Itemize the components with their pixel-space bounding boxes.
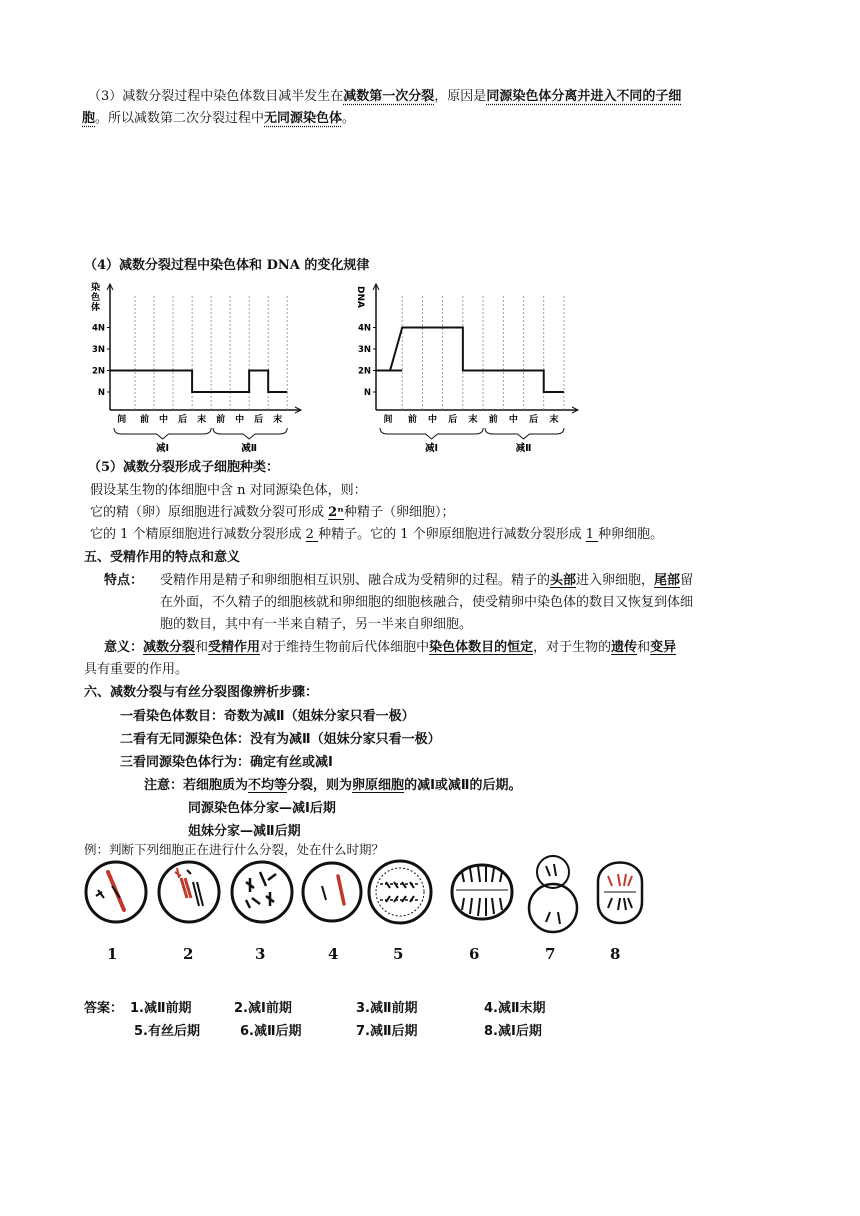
step-3: 三看同源染色体行为：确定有丝或减Ⅰ <box>120 755 333 770</box>
sec5-line3 <box>90 523 663 542</box>
note-3: 姐妹分家—减Ⅱ后期 <box>188 824 301 839</box>
y-tick-label: 4N <box>91 323 105 334</box>
meaning-label: 意义： <box>104 640 144 655</box>
feature-line2: 在外面，不久精子的细胞核就和卵细胞的细胞核融合，使受精卵中染色体的数目又恢复到体细 <box>160 595 694 610</box>
group-label-1: 减Ⅰ <box>156 443 170 454</box>
note-1 <box>144 774 521 793</box>
m4: 对于维持生物前后代体细胞中 <box>260 640 430 655</box>
sec3-em4: 无同源染色体 <box>264 111 343 126</box>
x-tick-label: 前 <box>140 415 150 425</box>
figure-number-8: 8 <box>610 945 621 963</box>
n1c: 分裂，则为 <box>287 778 353 793</box>
cell-figure-5 <box>366 852 440 942</box>
answer-item: 7.减Ⅱ后期 <box>356 1024 418 1039</box>
section-3 <box>82 86 788 130</box>
y-axis-label: 染色体 <box>91 283 101 313</box>
m3: 受精作用 <box>208 640 261 655</box>
sec5-line3a: 它的 1 个精原细胞进行减数分裂形成 <box>90 527 306 542</box>
brace-meiosis-2 <box>213 428 287 439</box>
sec5-line2a: 它的精（卵）原细胞进行减数分裂可形成 <box>90 505 329 520</box>
meaning-line2: 具有重要的作用。 <box>84 662 189 677</box>
sec3-em2: 同源染色体分离并进入不同的子细 <box>486 89 682 104</box>
data-line <box>376 328 564 393</box>
group-label-2: 减Ⅱ <box>241 443 258 454</box>
x-tick-label: 前 <box>216 415 226 425</box>
sec4-title: （4）减数分裂过程中染色体和 DNA 的变化规律 <box>84 258 370 273</box>
feature-line1 <box>160 569 693 588</box>
sec3-em1: 减数第一次分裂 <box>343 89 435 104</box>
example-question: 例：判断下列细胞正在进行什么分裂，处在什么时期？ <box>84 842 385 857</box>
figure-number-1: 1 <box>107 945 118 963</box>
f1b-head: 头部 <box>550 573 577 588</box>
group-label-1: 减Ⅰ <box>425 443 439 454</box>
n1e: 的减Ⅰ或减Ⅱ的后期。 <box>404 778 522 793</box>
sec3-mid: ，原因是 <box>434 89 487 104</box>
x-tick-label: 末 <box>273 415 283 425</box>
sec3-mid2: 。所以减数第二次分裂过程中 <box>95 111 265 126</box>
m7: 遗传 <box>611 640 638 655</box>
cell-figure-8 <box>590 852 650 942</box>
x-tick-label: 末 <box>197 415 207 425</box>
feature-line3: 胞的数目，其中有一半来自精子，另一半来自卵细胞。 <box>160 617 473 632</box>
sec-six-title: 六、减数分裂与有丝分裂图像辨析步骤： <box>84 685 319 700</box>
x-tick-label: 后 <box>448 415 458 425</box>
y-tick-label: 2N <box>91 366 105 377</box>
x-tick-label: 前 <box>488 415 498 425</box>
m8: 和 <box>637 640 651 655</box>
data-line <box>110 371 287 393</box>
sec5-line3e: 种卵细胞。 <box>598 527 664 542</box>
brace-meiosis-1 <box>114 428 211 439</box>
chromosome-chart <box>82 274 307 456</box>
m5: 染色体数目的恒定 <box>429 640 534 655</box>
answer-item: 6.减Ⅱ后期 <box>240 1024 302 1039</box>
n1a: 注意：若细胞质为 <box>144 778 249 793</box>
answer-item: 2.减Ⅰ前期 <box>234 1001 292 1016</box>
m2: 和 <box>195 640 209 655</box>
note-2: 同源染色体分家—减Ⅰ后期 <box>188 801 336 816</box>
feature-label: 特点： <box>104 573 144 588</box>
m6: ，对于生物的 <box>533 640 612 655</box>
step-2: 二看有无同源染色体：没有为减Ⅱ（姐妹分家只看一极） <box>120 732 441 747</box>
m9: 变异 <box>650 640 677 655</box>
brace-meiosis-1 <box>380 428 483 439</box>
sec5-line2c: 种精子（卵细胞）； <box>343 505 455 520</box>
cell-figure-7 <box>520 852 586 942</box>
group-label-2: 减Ⅱ <box>515 443 532 454</box>
x-tick-label: 间 <box>117 415 127 425</box>
dna-chart <box>348 274 584 456</box>
y-tick-label: N <box>363 388 371 398</box>
x-tick-label: 中 <box>235 415 245 425</box>
x-tick-label: 末 <box>549 415 559 425</box>
sec5-line1: 假设某生物的体细胞中含 n 对同源染色体，则： <box>90 483 367 498</box>
cell-figure-3 <box>228 852 298 942</box>
sec5-line3d: 1 <box>585 527 599 542</box>
x-tick-label: 后 <box>254 415 264 425</box>
y-tick-label: 3N <box>357 345 371 355</box>
answer-item: 4.减Ⅱ末期 <box>484 1001 546 1016</box>
sec5-line3b: 2 <box>305 527 319 542</box>
x-tick-label: 中 <box>508 415 518 425</box>
answer-item: 8.减Ⅰ后期 <box>484 1024 542 1039</box>
y-tick-label: 2N <box>357 366 371 377</box>
y-axis-label: DNA <box>355 286 365 308</box>
figure-number-3: 3 <box>255 945 266 963</box>
f1e: 留 <box>680 573 694 588</box>
answers-label: 答案： <box>84 1001 124 1016</box>
sec3-em3: 胞 <box>82 111 96 126</box>
figure-number-5: 5 <box>393 945 404 963</box>
x-tick-label: 前 <box>407 415 417 425</box>
x-tick-label: 末 <box>468 415 478 425</box>
y-tick-label: 3N <box>91 345 105 355</box>
sec5-line3c: 种精子。它的 1 个卵原细胞进行减数分裂形成 <box>318 527 586 542</box>
cell-figure-6 <box>442 852 522 942</box>
x-tick-label: 间 <box>383 415 393 425</box>
answer-item: 3.减Ⅱ前期 <box>356 1001 418 1016</box>
m1: 减数分裂 <box>143 640 196 655</box>
cell-figure-2 <box>155 852 225 942</box>
sec5-line2b: 2ⁿ <box>328 505 344 520</box>
sec-five-title: 五、受精作用的特点和意义 <box>84 550 241 565</box>
x-tick-label: 中 <box>159 415 169 425</box>
cell-figure-1 <box>82 852 152 942</box>
sec3-end: 。 <box>342 111 356 126</box>
sec5-title: （5）减数分裂形成子细胞种类： <box>88 460 280 475</box>
answer-item: 1.减Ⅱ前期 <box>130 1001 192 1016</box>
x-tick-label: 后 <box>178 415 188 425</box>
f1c: 进入卵细胞， <box>576 573 655 588</box>
sec5-line2 <box>90 501 454 520</box>
answer-item: 5.有丝后期 <box>134 1024 200 1039</box>
figure-number-4: 4 <box>328 945 339 963</box>
sec3-prefix: （3）减数分裂过程中染色体数目减半发生在 <box>88 89 344 104</box>
figure-number-6: 6 <box>469 945 480 963</box>
f1a: 受精作用是精子和卵细胞相互识别、融合成为受精卵的过程。精子的 <box>160 573 551 588</box>
n1b: 不均等 <box>248 778 288 793</box>
y-tick-label: N <box>97 388 105 398</box>
figure-number-7: 7 <box>545 945 556 963</box>
cell-figure-4 <box>300 852 370 942</box>
brace-meiosis-2 <box>485 428 564 439</box>
meaning-line1 <box>104 636 676 655</box>
y-tick-label: 4N <box>357 323 371 334</box>
figure-number-2: 2 <box>183 945 194 963</box>
x-tick-label: 中 <box>428 415 438 425</box>
f1d-tail: 尾部 <box>654 573 681 588</box>
x-tick-label: 后 <box>529 415 539 425</box>
step-1: 一看染色体数目：奇数为减Ⅱ（姐妹分家只看一极） <box>120 709 415 724</box>
n1d: 卵原细胞 <box>352 778 405 793</box>
